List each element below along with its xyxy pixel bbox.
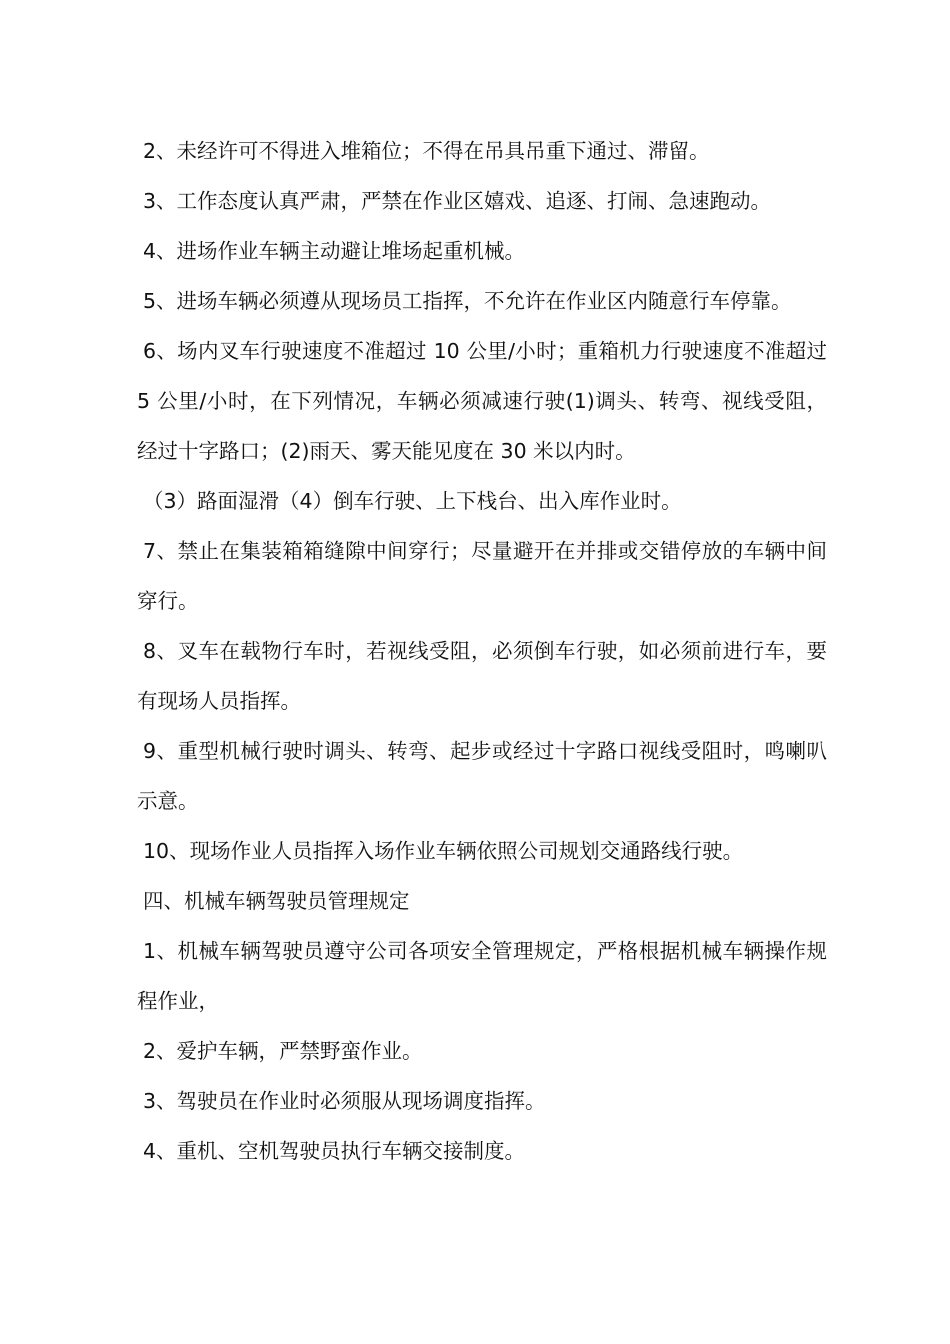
document-body [137,126,827,1176]
paragraph-rule-5: 5、进场车辆必须遵从现场员工指挥，不允许在作业区内随意行车停靠。 [143,289,792,313]
paragraph-rule-7: 7、禁止在集装箱箱缝隙中间穿行；尽量避开在并排或交错停放的车辆中间穿行。 [137,539,827,613]
paragraph-rule-4: 4、进场作业车辆主动避让堆场起重机械。 [143,239,526,263]
paragraph-driver-rule-3: 3、驾驶员在作业时必须服从现场调度指挥。 [143,1089,546,1113]
paragraph-driver-rule-2: 2、爱护车辆，严禁野蛮作业。 [143,1039,423,1063]
paragraph-rule-2: 2、未经许可不得进入堆箱位；不得在吊具吊重下通过、滞留。 [143,139,710,163]
paragraph-rule-3: 3、工作态度认真严肃，严禁在作业区嬉戏、追逐、打闹、急速跑动。 [143,189,772,213]
paragraph-rule-9: 9、重型机械行驶时调头、转弯、起步或经过十字路口视线受阻时，鸣喇叭示意。 [137,739,827,813]
paragraph-rule-6-cont: （3）路面湿滑（4）倒车行驶、上下栈台、出入库作业时。 [143,489,682,513]
paragraph-driver-rule-4: 4、重机、空机驾驶员执行车辆交接制度。 [143,1139,526,1163]
section-heading-driver-rules: 四、机械车辆驾驶员管理规定 [143,889,410,913]
paragraph-rule-6: 6、场内叉车行驶速度不准超过 10 公里/小时；重箱机力行驶速度不准超过 5 公里/小时，在下列情况，车辆必须减速行驶(1)调头、转弯、视线受阻，经过十字路口；(2)雨天、雾天能见度在 30 米以内时。 [137,339,827,463]
paragraph-rule-10: 10、现场作业人员指挥入场作业车辆依照公司规划交通路线行驶。 [143,839,744,863]
paragraph-rule-8: 8、叉车在载物行车时，若视线受阻，必须倒车行驶，如必须前进行车，要有现场人员指挥。 [137,639,827,713]
paragraph-driver-rule-1: 1、机械车辆驾驶员遵守公司各项安全管理规定，严格根据机械车辆操作规程作业， [137,939,827,1013]
